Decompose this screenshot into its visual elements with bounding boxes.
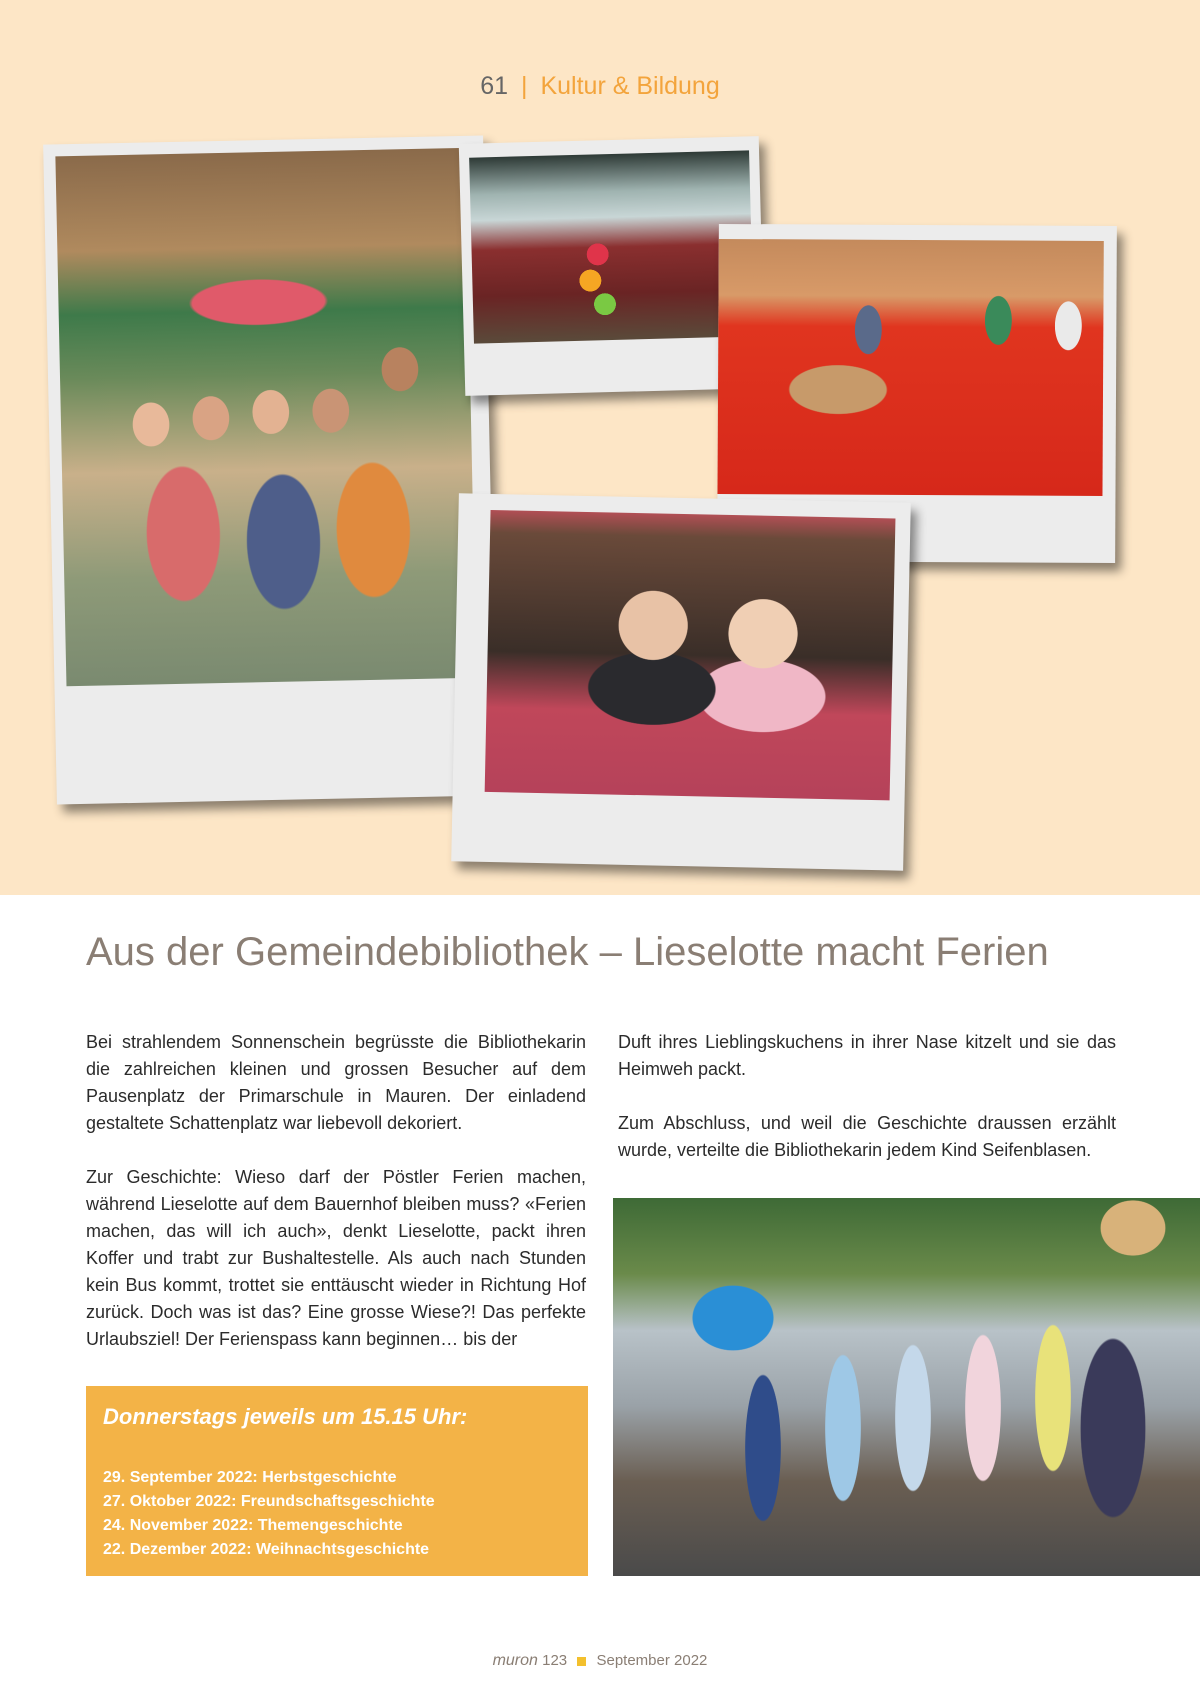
photo-soap-bubbles xyxy=(613,1198,1200,1576)
schedule-item: 22. Dezember 2022: Weihnachtsgeschichte xyxy=(103,1541,430,1558)
footer-square-icon xyxy=(577,1657,586,1666)
photo-playroom xyxy=(717,239,1103,496)
section-title: Kultur & Bildung xyxy=(540,72,720,100)
photo-class-group xyxy=(55,148,476,686)
magazine-brand: muron xyxy=(492,1652,538,1669)
schedule-item: 27. Oktober 2022: Freundschaftsgeschichte xyxy=(103,1493,435,1510)
polaroid-girls-window xyxy=(451,493,911,870)
page-header xyxy=(0,72,1200,101)
polaroid-class-photo xyxy=(43,135,497,804)
photo-girls-window xyxy=(485,510,896,800)
schedule-item: 24. November 2022: Themengeschichte xyxy=(103,1517,403,1534)
article-title: Aus der Gemeindebibliothek – Lieselotte macht Ferien xyxy=(86,930,1049,974)
page-number: 61 xyxy=(480,72,509,100)
schedule-box xyxy=(86,1386,588,1576)
schedule-list xyxy=(103,1466,435,1562)
photo-conservatory xyxy=(469,150,754,343)
paragraph-story: Zur Geschichte: Wieso darf der Pöstler Ferien machen, während Lieselotte auf dem Bauernhof bleiben muss? «Ferien machen, das will ich auch», denkt Lieselotte, packt ihren Koffer und trabt zur Bushaltestelle. Als auch nach Stunden kein Bus kommt, trottet sie enttäuscht wieder in Richtung Hof zurück. Doch was ist das? Eine grosse Wiese?! Das perfekte Urlaubsziel! Der Ferienspass kann beginnen… bis der xyxy=(86,1167,586,1349)
header-separator: | xyxy=(521,72,528,100)
page-footer xyxy=(0,1652,1200,1670)
schedule-item: 29. September 2022: Herbstgeschichte xyxy=(103,1469,397,1486)
issue-date: September 2022 xyxy=(596,1652,708,1669)
paragraph-intro: Bei strahlendem Sonnenschein begrüsste die Bibliothekarin die zahlreichen kleinen und grossen Besucher auf dem Pausenplatz der Primarschule in Mauren. Der einladend gestaltete Schattenplatz war liebevoll dekoriert. xyxy=(86,1032,586,1133)
paragraph-closing: Zum Abschluss, und weil die Geschichte draussen erzählt wurde, verteilte die Bibliothekarin jedem Kind Seifenblasen. xyxy=(618,1113,1116,1160)
issue-number: 123 xyxy=(542,1652,568,1669)
schedule-title: Donnerstags jeweils um 15.15 Uhr: xyxy=(103,1404,468,1429)
paragraph-story-end: Duft ihres Lieblingskuchens in ihrer Nase kitzelt und sie das Heimweh packt. xyxy=(618,1032,1116,1079)
